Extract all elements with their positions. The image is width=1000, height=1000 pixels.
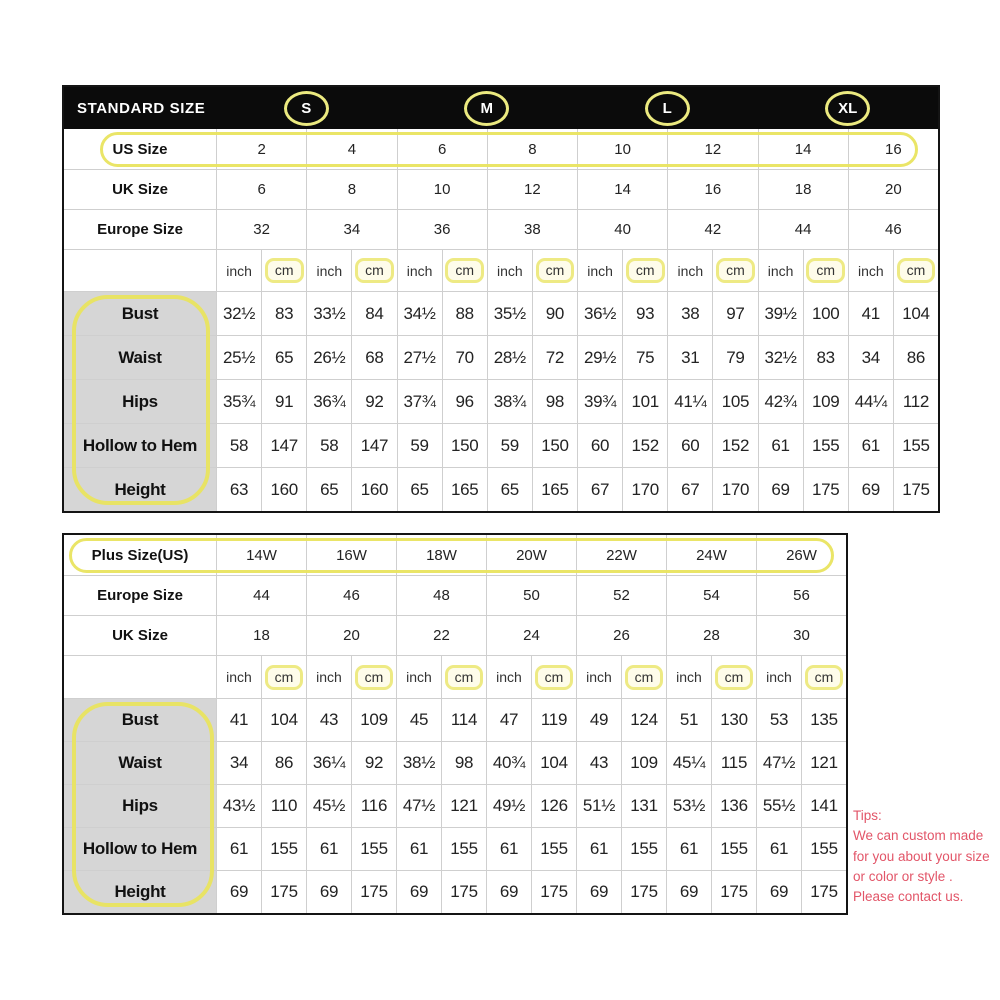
measure-value: 69 <box>576 871 621 913</box>
size-value: 40 <box>577 210 667 249</box>
tips-line: or color or style . <box>853 868 953 884</box>
measure-row <box>64 784 846 827</box>
size-m-ellipse: M <box>464 91 509 126</box>
measure-value: 69 <box>848 468 893 511</box>
measure-value: 61 <box>216 828 261 870</box>
size-value: 14 <box>758 129 848 169</box>
size-s-ellipse: S <box>284 91 329 126</box>
measure-value: 75 <box>622 336 667 379</box>
measure-value: 155 <box>621 828 666 870</box>
measure-value: 61 <box>758 424 803 467</box>
measure-value: 104 <box>893 292 938 335</box>
size-badge-slot <box>397 87 578 129</box>
size-row <box>64 575 846 615</box>
measure-value: 59 <box>397 424 442 467</box>
measure-value: 155 <box>803 424 848 467</box>
cm-unit-highlight-box: cm <box>265 258 304 283</box>
measure-value: 121 <box>441 785 486 827</box>
measure-value: 26½ <box>306 336 351 379</box>
size-value: 12 <box>487 170 577 209</box>
measure-value: 165 <box>532 468 577 511</box>
cm-unit-highlight-box: cm <box>806 258 845 283</box>
measure-value: 136 <box>711 785 756 827</box>
inch-unit-label: inch <box>577 250 622 291</box>
unit-row-spacer <box>64 656 216 698</box>
measure-value: 175 <box>531 871 576 913</box>
measure-value: 61 <box>486 828 531 870</box>
measure-value: 69 <box>756 871 801 913</box>
size-row <box>64 209 938 249</box>
measure-row-label: Hips <box>64 380 216 423</box>
measure-value: 112 <box>893 380 938 423</box>
cm-unit-cell <box>801 656 846 698</box>
measure-value: 72 <box>532 336 577 379</box>
size-value: 16 <box>667 170 757 209</box>
cm-unit-highlight-box: cm <box>445 258 484 283</box>
measure-value: 98 <box>532 380 577 423</box>
measure-value: 175 <box>711 871 756 913</box>
standard-size-title: STANDARD SIZE <box>77 99 206 117</box>
measure-value: 67 <box>577 468 622 511</box>
tips-line: for you about your size <box>853 848 990 864</box>
inch-unit-label: inch <box>758 250 803 291</box>
measure-value: 152 <box>712 424 757 467</box>
size-xl-ellipse: XL <box>825 91 870 126</box>
size-l-ellipse: L <box>645 91 690 126</box>
cm-unit-cell <box>711 656 756 698</box>
measure-value: 36½ <box>577 292 622 335</box>
size-value: 12 <box>667 129 757 169</box>
measure-row <box>64 335 938 379</box>
measure-value: 100 <box>803 292 848 335</box>
measure-value: 105 <box>712 380 757 423</box>
measure-value: 35½ <box>487 292 532 335</box>
unit-row <box>64 249 938 291</box>
size-value: 2 <box>216 129 306 169</box>
measure-value: 53½ <box>666 785 711 827</box>
size-value: 44 <box>758 210 848 249</box>
size-row-label: UK Size <box>112 627 168 644</box>
measure-value: 104 <box>261 699 306 741</box>
measure-value: 58 <box>306 424 351 467</box>
size-value: 10 <box>577 129 667 169</box>
size-value: 24 <box>486 616 576 655</box>
size-value: 36 <box>397 210 487 249</box>
inch-unit-label: inch <box>576 656 621 698</box>
size-badge-slot <box>216 87 397 129</box>
tips-line: Please contact us. <box>853 889 964 904</box>
measure-value: 49 <box>576 699 621 741</box>
measure-row <box>64 291 938 335</box>
size-value: 32 <box>216 210 306 249</box>
size-value: 26W <box>756 535 846 575</box>
measure-value: 130 <box>711 699 756 741</box>
size-row-label: UK Size <box>112 181 168 198</box>
size-value: 20 <box>306 616 396 655</box>
measure-value: 37¾ <box>397 380 442 423</box>
measure-value: 41 <box>216 699 261 741</box>
measure-value: 45 <box>396 699 441 741</box>
measure-value: 65 <box>261 336 306 379</box>
measure-value: 147 <box>351 424 396 467</box>
measure-value: 150 <box>532 424 577 467</box>
measure-row-label: Height <box>64 871 216 913</box>
cm-unit-cell <box>442 250 487 291</box>
size-value: 18 <box>216 616 306 655</box>
measure-value: 47 <box>486 699 531 741</box>
size-value: 18 <box>758 170 848 209</box>
size-value: 16 <box>848 129 938 169</box>
measure-value: 32½ <box>216 292 261 335</box>
measure-value: 93 <box>622 292 667 335</box>
size-value: 50 <box>486 576 576 615</box>
measure-value: 83 <box>261 292 306 335</box>
size-row <box>64 169 938 209</box>
size-value: 56 <box>756 576 846 615</box>
measure-row-label: Hollow to Hem <box>64 828 216 870</box>
cm-unit-cell <box>441 656 486 698</box>
measure-value: 61 <box>396 828 441 870</box>
measure-row-label: Height <box>64 468 216 511</box>
measure-value: 61 <box>666 828 711 870</box>
measure-value: 34½ <box>397 292 442 335</box>
measure-value: 25½ <box>216 336 261 379</box>
inch-unit-label: inch <box>848 250 893 291</box>
cm-unit-cell <box>531 656 576 698</box>
measure-value: 68 <box>351 336 396 379</box>
measure-value: 155 <box>441 828 486 870</box>
cm-unit-highlight-box: cm <box>897 258 936 283</box>
measure-value: 104 <box>531 742 576 784</box>
measure-row-label: Hollow to Hem <box>64 424 216 467</box>
measure-value: 175 <box>441 871 486 913</box>
measure-value: 60 <box>577 424 622 467</box>
measure-value: 98 <box>441 742 486 784</box>
measure-value: 69 <box>486 871 531 913</box>
measure-value: 170 <box>712 468 757 511</box>
measure-row <box>64 827 846 870</box>
measure-value: 36¼ <box>306 742 351 784</box>
measure-value: 86 <box>893 336 938 379</box>
measure-value: 155 <box>711 828 756 870</box>
cm-unit-cell <box>261 656 306 698</box>
measure-value: 55½ <box>756 785 801 827</box>
measure-value: 51½ <box>576 785 621 827</box>
measure-row-label: Waist <box>64 742 216 784</box>
measure-row <box>64 698 846 741</box>
measure-value: 155 <box>531 828 576 870</box>
measure-value: 69 <box>306 871 351 913</box>
size-value: 6 <box>397 129 487 169</box>
size-value: 28 <box>666 616 756 655</box>
size-value: 34 <box>306 210 396 249</box>
measure-value: 65 <box>306 468 351 511</box>
measure-value: 28½ <box>487 336 532 379</box>
measure-value: 61 <box>306 828 351 870</box>
measure-value: 150 <box>442 424 487 467</box>
measure-value: 175 <box>351 871 396 913</box>
size-value: 20 <box>848 170 938 209</box>
size-value: 8 <box>487 129 577 169</box>
measure-value: 126 <box>531 785 576 827</box>
measure-row-label: Hips <box>64 785 216 827</box>
measure-value: 160 <box>351 468 396 511</box>
size-row-label: Europe Size <box>97 587 183 604</box>
measure-value: 90 <box>532 292 577 335</box>
measure-value: 31 <box>667 336 712 379</box>
measure-value: 41 <box>848 292 893 335</box>
size-badge-slot <box>577 87 758 129</box>
measure-value: 69 <box>396 871 441 913</box>
measure-value: 42¾ <box>758 380 803 423</box>
size-value: 30 <box>756 616 846 655</box>
measure-value: 141 <box>801 785 846 827</box>
size-value: 22 <box>396 616 486 655</box>
standard-size-header <box>64 87 938 129</box>
measure-value: 91 <box>261 380 306 423</box>
measure-value: 97 <box>712 292 757 335</box>
measure-row <box>64 423 938 467</box>
measure-value: 152 <box>622 424 667 467</box>
size-value: 14W <box>216 535 306 575</box>
plus-size-table <box>62 533 848 915</box>
measure-value: 170 <box>622 468 667 511</box>
size-value: 4 <box>306 129 396 169</box>
measure-row-label: Bust <box>64 292 216 335</box>
cm-unit-cell <box>351 250 396 291</box>
measure-value: 70 <box>442 336 487 379</box>
measure-value: 43 <box>576 742 621 784</box>
size-row-highlighted <box>64 535 846 575</box>
unit-row <box>64 655 846 698</box>
cm-unit-highlight-box: cm <box>715 665 754 690</box>
measure-value: 109 <box>351 699 396 741</box>
size-value: 48 <box>396 576 486 615</box>
measure-value: 61 <box>848 424 893 467</box>
measure-value: 40¾ <box>486 742 531 784</box>
size-badge-area <box>216 87 938 129</box>
measure-value: 160 <box>261 468 306 511</box>
measure-value: 109 <box>803 380 848 423</box>
inch-unit-label: inch <box>487 250 532 291</box>
size-value: 22W <box>576 535 666 575</box>
measure-value: 124 <box>621 699 666 741</box>
measure-value: 29½ <box>577 336 622 379</box>
measure-value: 116 <box>351 785 396 827</box>
plus-grid <box>64 535 846 913</box>
measure-value: 35¾ <box>216 380 261 423</box>
measure-value: 155 <box>351 828 396 870</box>
cm-unit-cell <box>532 250 577 291</box>
size-value: 42 <box>667 210 757 249</box>
size-row-highlighted <box>64 129 938 169</box>
tips-line: We can custom made <box>853 828 984 844</box>
measure-value: 79 <box>712 336 757 379</box>
measure-value: 43½ <box>216 785 261 827</box>
measure-value: 121 <box>801 742 846 784</box>
measure-value: 155 <box>893 424 938 467</box>
inch-unit-label: inch <box>306 250 351 291</box>
measure-value: 61 <box>576 828 621 870</box>
size-value: 26 <box>576 616 666 655</box>
cm-unit-cell <box>712 250 757 291</box>
measure-row <box>64 741 846 784</box>
measure-value: 39½ <box>758 292 803 335</box>
measure-value: 41¼ <box>667 380 712 423</box>
measure-value: 32½ <box>758 336 803 379</box>
measure-value: 114 <box>441 699 486 741</box>
measure-value: 96 <box>442 380 487 423</box>
inch-unit-label: inch <box>397 250 442 291</box>
measure-row-label: Waist <box>64 336 216 379</box>
measure-value: 119 <box>531 699 576 741</box>
measure-value: 69 <box>666 871 711 913</box>
cm-unit-highlight-box: cm <box>535 665 574 690</box>
measure-value: 147 <box>261 424 306 467</box>
measure-value: 47½ <box>396 785 441 827</box>
size-value: 46 <box>848 210 938 249</box>
cm-unit-highlight-box: cm <box>625 665 664 690</box>
size-value: 54 <box>666 576 756 615</box>
measure-value: 63 <box>216 468 261 511</box>
tips-title: Tips: <box>853 808 882 823</box>
measure-value: 86 <box>261 742 306 784</box>
measure-value: 38½ <box>396 742 441 784</box>
size-value: 16W <box>306 535 396 575</box>
measure-value: 49½ <box>486 785 531 827</box>
inch-unit-label: inch <box>306 656 351 698</box>
measure-value: 43 <box>306 699 351 741</box>
measure-value: 175 <box>261 871 306 913</box>
cm-unit-highlight-box: cm <box>536 258 575 283</box>
measure-row-label: Bust <box>64 699 216 741</box>
size-row <box>64 615 846 655</box>
inch-unit-label: inch <box>667 250 712 291</box>
measure-value: 83 <box>803 336 848 379</box>
measure-value: 51 <box>666 699 711 741</box>
measure-value: 34 <box>216 742 261 784</box>
size-value: 10 <box>397 170 487 209</box>
measure-row <box>64 870 846 913</box>
inch-unit-label: inch <box>486 656 531 698</box>
measure-value: 58 <box>216 424 261 467</box>
measure-value: 69 <box>758 468 803 511</box>
unit-row-spacer <box>64 250 216 291</box>
size-value: 38 <box>487 210 577 249</box>
size-value: 8 <box>306 170 396 209</box>
measure-value: 155 <box>801 828 846 870</box>
measure-value: 175 <box>621 871 666 913</box>
measure-value: 61 <box>756 828 801 870</box>
measure-value: 44¼ <box>848 380 893 423</box>
inch-unit-label: inch <box>666 656 711 698</box>
cm-unit-cell <box>261 250 306 291</box>
measure-value: 33½ <box>306 292 351 335</box>
size-value: 14 <box>577 170 667 209</box>
measure-value: 45¼ <box>666 742 711 784</box>
size-value: 18W <box>396 535 486 575</box>
measure-value: 47½ <box>756 742 801 784</box>
cm-unit-cell <box>621 656 666 698</box>
measure-value: 101 <box>622 380 667 423</box>
size-value: 6 <box>216 170 306 209</box>
inch-unit-label: inch <box>216 656 261 698</box>
measure-value: 92 <box>351 380 396 423</box>
measure-value: 27½ <box>397 336 442 379</box>
measure-value: 84 <box>351 292 396 335</box>
size-row-label: US Size <box>112 140 168 158</box>
tips-note <box>853 806 999 907</box>
measure-value: 165 <box>442 468 487 511</box>
measure-value: 53 <box>756 699 801 741</box>
measure-value: 38 <box>667 292 712 335</box>
cm-unit-highlight-box: cm <box>265 665 304 690</box>
measure-value: 131 <box>621 785 666 827</box>
inch-unit-label: inch <box>756 656 801 698</box>
cm-unit-highlight-box: cm <box>716 258 755 283</box>
measure-value: 115 <box>711 742 756 784</box>
size-value: 44 <box>216 576 306 615</box>
measure-value: 69 <box>216 871 261 913</box>
cm-unit-highlight-box: cm <box>355 665 394 690</box>
size-row-label: Plus Size(US) <box>91 546 189 564</box>
inch-unit-label: inch <box>396 656 441 698</box>
size-value: 24W <box>666 535 756 575</box>
cm-unit-cell <box>803 250 848 291</box>
measure-value: 109 <box>621 742 666 784</box>
measure-value: 135 <box>801 699 846 741</box>
measure-value: 39¾ <box>577 380 622 423</box>
measure-value: 59 <box>487 424 532 467</box>
size-badge-slot <box>758 87 939 129</box>
standard-grid <box>64 129 938 511</box>
measure-value: 92 <box>351 742 396 784</box>
measure-value: 38¾ <box>487 380 532 423</box>
size-value: 46 <box>306 576 396 615</box>
cm-unit-cell <box>893 250 938 291</box>
size-value: 20W <box>486 535 576 575</box>
measure-value: 155 <box>261 828 306 870</box>
measure-value: 65 <box>397 468 442 511</box>
cm-unit-cell <box>622 250 667 291</box>
measure-value: 175 <box>893 468 938 511</box>
size-value: 52 <box>576 576 666 615</box>
measure-row <box>64 379 938 423</box>
size-row-label: Europe Size <box>97 221 183 238</box>
inch-unit-label: inch <box>216 250 261 291</box>
measure-value: 45½ <box>306 785 351 827</box>
measure-value: 34 <box>848 336 893 379</box>
cm-unit-highlight-box: cm <box>355 258 394 283</box>
measure-value: 36¾ <box>306 380 351 423</box>
standard-size-table <box>62 85 940 513</box>
cm-unit-cell <box>351 656 396 698</box>
cm-unit-highlight-box: cm <box>445 665 484 690</box>
cm-unit-highlight-box: cm <box>805 665 844 690</box>
measure-value: 175 <box>803 468 848 511</box>
measure-value: 65 <box>487 468 532 511</box>
measure-row <box>64 467 938 511</box>
measure-value: 67 <box>667 468 712 511</box>
measure-value: 175 <box>801 871 846 913</box>
measure-value: 110 <box>261 785 306 827</box>
cm-unit-highlight-box: cm <box>626 258 665 283</box>
measure-value: 88 <box>442 292 487 335</box>
measure-value: 60 <box>667 424 712 467</box>
